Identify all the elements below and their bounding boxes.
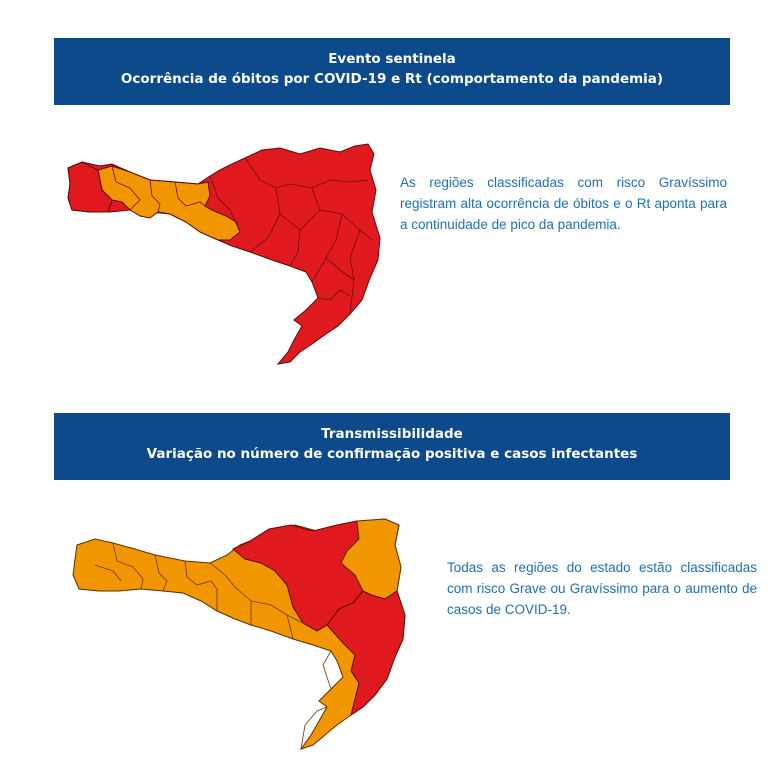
- section2-header: [54, 413, 730, 480]
- section1-header: [54, 38, 730, 105]
- transmissibility-map: [55, 515, 415, 760]
- section1-title: Evento sentinela: [328, 51, 456, 67]
- section2-subtitle: Variação no número de confirmação positiva e casos infectantes: [146, 446, 638, 462]
- section2-description: Todas as regiões do estado estão classificadas com risco Grave ou Gravíssimo para o aumento de casos de COVID-19.: [447, 560, 757, 617]
- section2-title: Transmissibilidade: [321, 426, 463, 442]
- section1-subtitle: Ocorrência de óbitos por COVID-19 e Rt (comportamento da pandemia): [120, 71, 664, 87]
- sentinel-event-map: [50, 140, 390, 380]
- section1-description: As regiões classificadas com risco Gravíssimo registram alta ocorrência de óbitos e o Rt aponta para a continuidade de pico da pandemia.: [400, 175, 727, 232]
